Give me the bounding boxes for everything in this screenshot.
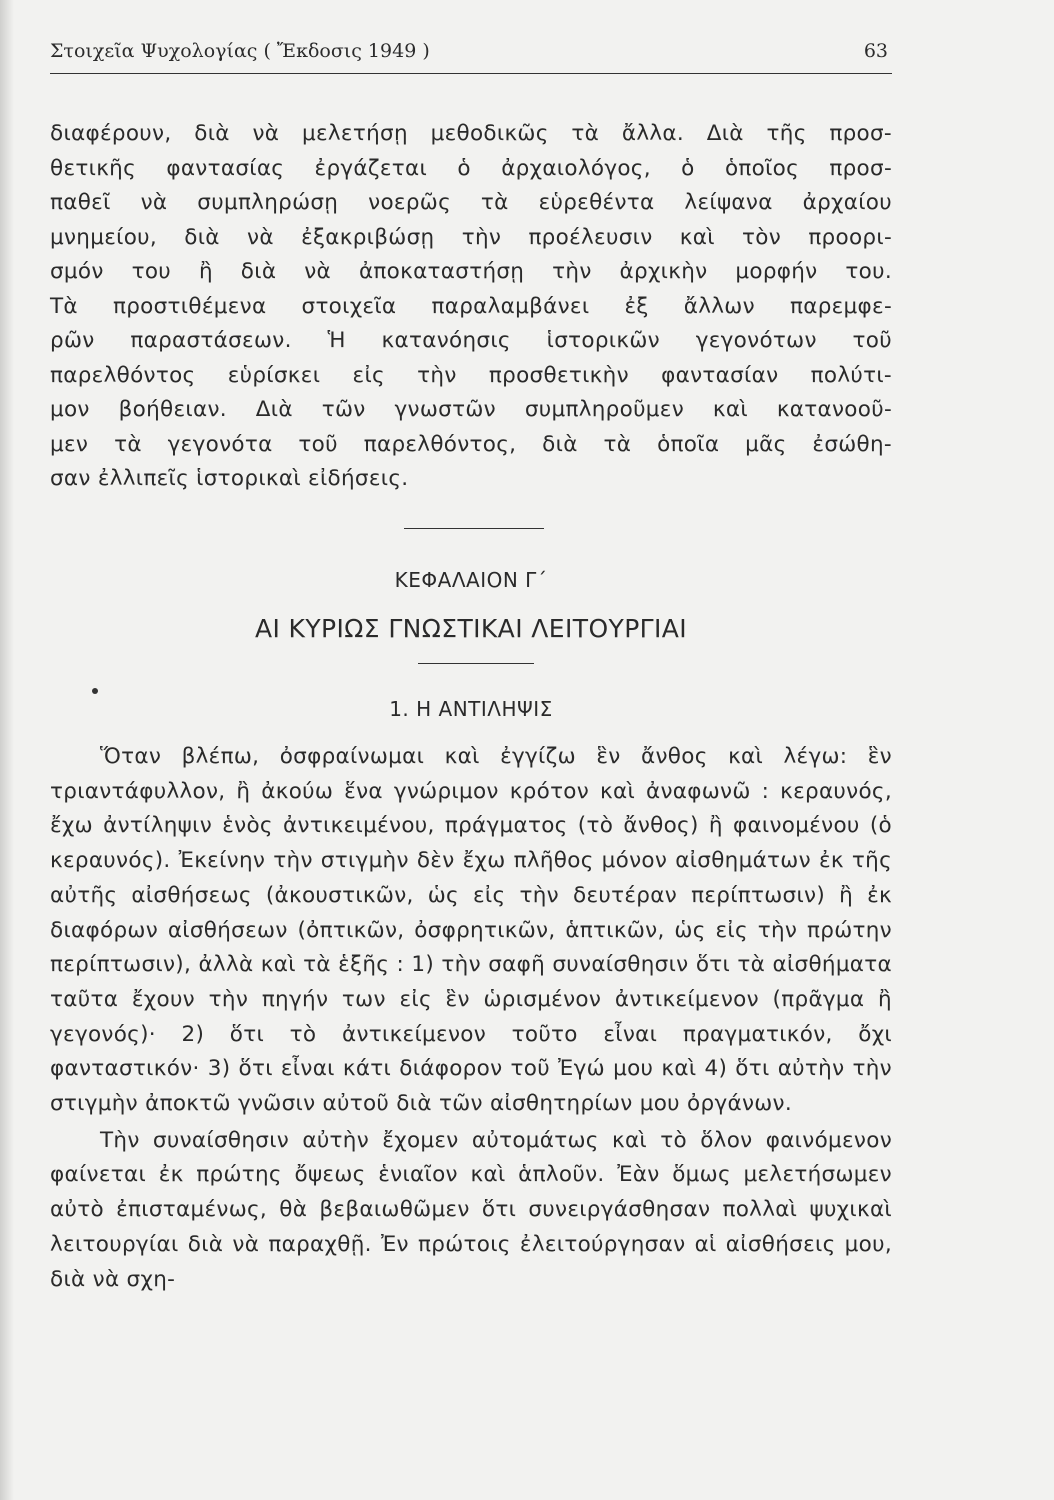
text-line: μεν τὰ γεγονότα τοῦ παρελθόντος, διὰ τὰ ὁποῖα μᾶς ἐσώθη-	[50, 431, 892, 457]
paragraph-continued	[50, 117, 892, 497]
paragraph: Τὴν συναίσθησιν αὐτὴν ἔχομεν αὐτομάτως καὶ τὸ ὅλον φαινόμενον φαίνεται ἐκ πρώτης ὄψεως ἑνιαῖον καὶ ἁπλοῦν. Ἐὰν ὅμως μελετήσωμεν αὐτὸ ἐπισταμένως, θὰ βεβαιωθῶμεν ὅτι συνειργάσθησαν πολλαὶ ψυχικαὶ λειτουργίαι διὰ νὰ παραχθῇ. Ἐν πρώτοις ἐλειτούργησαν αἱ αἰσθήσεις μου, διὰ νὰ σχη-	[50, 1127, 892, 1292]
section-divider	[404, 528, 544, 529]
text-line: μνημείου, διὰ νὰ ἐξακριβώσῃ τὴν προέλευσιν καὶ τὸν προορι-	[50, 224, 892, 250]
section-heading: 1. Η ΑΝΤΙΛΗΨΙΣ	[389, 697, 553, 721]
text-line: διαφέρουν, διὰ νὰ μελετήσῃ μεθοδικῶς τὰ ἄλλα. Διὰ τῆς προσ-	[50, 121, 892, 146]
chapter-label: ΚΕΦΑΛΑΙΟΝ Γ΄	[394, 568, 548, 592]
text-line: θετικῆς φαντασίας ἐργάζεται ὁ ἀρχαιολόγος, ὁ ὁποῖος προσ-	[50, 155, 892, 181]
paragraph: Ὅταν βλέπω, ὀσφραίνωμαι καὶ ἐγγίζω ἓν ἄνθος καὶ λέγω: ἓν τριαντάφυλλον, ἢ ἀκούω ἕνα γνώριμον κρότον καὶ ἀναφωνῶ : κεραυνός, ἔχω ἀντίληψιν ἑνὸς ἀντικειμένου, πράγματος (τὸ ἄνθος) ἢ φαινομένου (ὁ κεραυνός). Ἐκείνην τὴν στιγμὴν δὲν ἔχω πλῆθος μόνον αἰσθημάτων ἐκ τῆς αὐτῆς αἰσθήσεως (ἀκουστικῶν, ὡς εἰς τὴν δευτέραν περίπτωσιν) ἢ ἐκ διαφόρων αἰσθήσεων (ὀπτικῶν, ὀσφρητικῶν, ἁπτικῶν, ὡς εἰς τὴν πρώτην περίπτωσιν), ἀλλὰ καὶ τὰ ἑξῆς : 1) τὴν σαφῆ συναίσθησιν ὅτι τὰ αἰσθήματα ταῦτα ἔχουν τὴν πηγήν των εἰς ἓν ὡρισμένον ἀντικείμενον (πρᾶγμα ἢ γεγονός)· 2) ὅτι τὸ ἀντικείμενον τοῦτο εἶναι πραγματικόν, ὄχι φανταστικόν· 3) ὅτι εἶναι κάτι διάφορον τοῦ Ἐγώ μου καὶ 4) ὅτι αὐτὴν τὴν στιγμὴν ἀποκτῶ γνῶσιν αὐτοῦ διὰ τῶν αἰσθητηρίων μου ὀργάνων.	[50, 744, 892, 1117]
running-title: Στοιχεῖα Ψυχολογίας ( Ἔκδοσις 1949 )	[50, 40, 430, 62]
chapter-title: ΑΙ ΚΥΡΙΩΣ ΓΝΩΣΤΙΚΑΙ ΛΕΙΤΟΥΡΓΙΑΙ	[254, 614, 688, 643]
body-paragraphs	[50, 740, 892, 1297]
header-rule	[50, 73, 892, 74]
text-line: παθεῖ νὰ συμπληρώσῃ νοερῶς τὰ εὑρεθέντα λείψανα ἀρχαίου	[50, 190, 892, 215]
text-line: παρελθόντος εὑρίσκει εἰς τὴν προσθετικὴν φαντασίαν πολύτι-	[50, 362, 892, 388]
text-line: μον βοήθειαν. Διὰ τῶν γνωστῶν συμπληροῦμεν καὶ κατανοοῦ-	[50, 397, 892, 422]
running-header	[50, 40, 888, 62]
text-line: ρῶν παραστάσεων. Ἡ κατανόησις ἱστορικῶν γεγονότων τοῦ	[50, 328, 892, 353]
title-divider	[418, 663, 534, 664]
text-line: σαν ἐλλιπεῖς ἱστορικαὶ εἰδήσεις.	[50, 466, 409, 491]
text-line: Τὰ προστιθέμενα στοιχεῖα παραλαμβάνει ἐξ ἄλλων παρεμφε-	[50, 293, 892, 319]
text-line: σμόν του ἢ διὰ νὰ ἀποκαταστήσῃ τὴν ἀρχικὴν μορφήν του.	[50, 259, 892, 284]
page-gutter-shadow	[0, 0, 14, 1500]
margin-dot	[92, 688, 98, 694]
page-number: 63	[863, 40, 888, 62]
